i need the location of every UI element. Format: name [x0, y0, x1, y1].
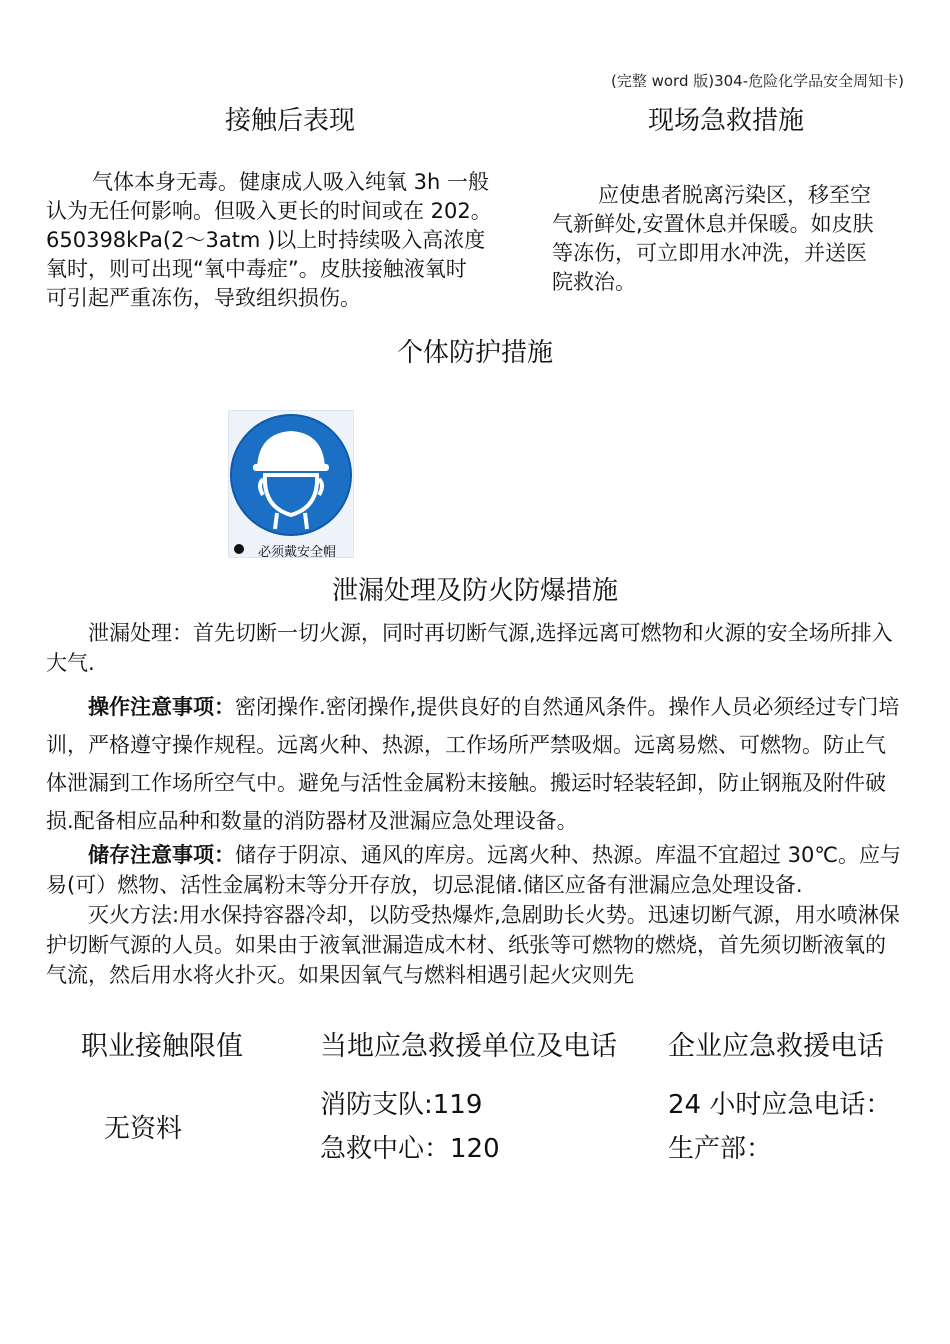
storage-notes-label: 储存注意事项：: [88, 843, 235, 867]
24h-emergency-phone: 24 小时应急电话：: [668, 1090, 892, 1120]
exposure-limit-title: 职业接触限值: [62, 1024, 262, 1063]
first-aid-title: 现场急救措施: [647, 106, 804, 136]
first-aid-text: [552, 181, 912, 297]
fire-brigade-phone: 消防支队:119: [320, 1090, 483, 1120]
first-aid-line: 院救治。: [552, 270, 636, 294]
protection-title: 个体防护措施: [396, 338, 553, 368]
leak-handling-text: 泄漏处理：首先切断一切火源，同时再切断气源,选择远离可燃物和火源的安全场所排入大气.: [46, 621, 893, 675]
exposure-title: 接触后表现: [224, 106, 355, 136]
safety-helmet-icon: [229, 411, 353, 557]
exposure-line: 气体本身无毒。健康成人吸入纯氧 3h 一般: [92, 170, 490, 194]
leak-section-title: 泄漏处理及防火防爆措施: [331, 576, 618, 606]
exposure-line: 氧时，则可出现“氧中毒症”。皮肤接触液氧时: [46, 257, 467, 281]
sign-caption: 必须戴安全帽: [258, 545, 337, 560]
exposure-line: 认为无任何影响。但吸入更长的时间或在 202。: [46, 199, 492, 223]
first-aid-line: 应使患者脱离污染区，移至空: [598, 183, 871, 207]
operation-notes-label: 操作注意事项：: [88, 695, 235, 719]
local-rescue-title: 当地应急救援单位及电话: [320, 1024, 640, 1063]
exposure-line: 650398kPa(2～3atm )以上时持续吸入高浓度: [46, 228, 486, 252]
exposure-text: [46, 168, 546, 313]
enterprise-rescue-title: 企业应急救援电话: [668, 1024, 908, 1063]
first-aid-line: 等冻伤，可立即用水冲洗，并送医: [552, 241, 867, 265]
document-header: (完整 word 版)304-危险化学品安全周知卡): [610, 72, 904, 90]
exposure-line: 可引起严重冻伤，导致组织损伤。: [46, 286, 361, 310]
storage-notes-text: 储存于阴凉、通风的库房。远离火种、热源。库温不宜超过 30℃。应与易(可）燃物、活性金属粉末等分开存放，切忌混储.储区应备有泄漏应急处理设备.: [46, 843, 901, 897]
exposure-limit-value: 无资料: [104, 1114, 183, 1144]
operation-notes-text: 密闭操作.密闭操作,提供良好的自然通风条件。操作人员必须经过专门培训，严格遵守操作规程。远离火种、热源，工作场所严禁吸烟。远离易燃、可燃物。防止气体泄漏到工作场所空气中。避免与活性金属粉末接触。搬运时轻装轻卸，防止钢瓶及附件破损.配备相应品种和数量的消防器材及泄漏应急处理设备。: [46, 695, 900, 833]
fire-fighting-text: 灭火方法:用水保持容器冷却，以防受热爆炸,急剧助长火势。迅速切断气源，用水喷淋保护切断气源的人员。如果由于液氧泄漏造成木材、纸张等可燃物的燃烧，首先须切断液氧的气流，然后用水将火扑灭。如果因氧气与燃料相遇引起火灾则先: [46, 903, 900, 987]
first-aid-line: 气新鲜处,安置休息并保暖。如皮肤: [552, 212, 874, 236]
emergency-center-phone: 急救中心：120: [320, 1134, 500, 1164]
storage-notes: [46, 840, 906, 900]
safety-sign: [228, 410, 354, 558]
operation-notes: [46, 688, 906, 840]
production-dept-phone: 生产部：: [668, 1134, 773, 1164]
leak-body: [46, 618, 906, 990]
